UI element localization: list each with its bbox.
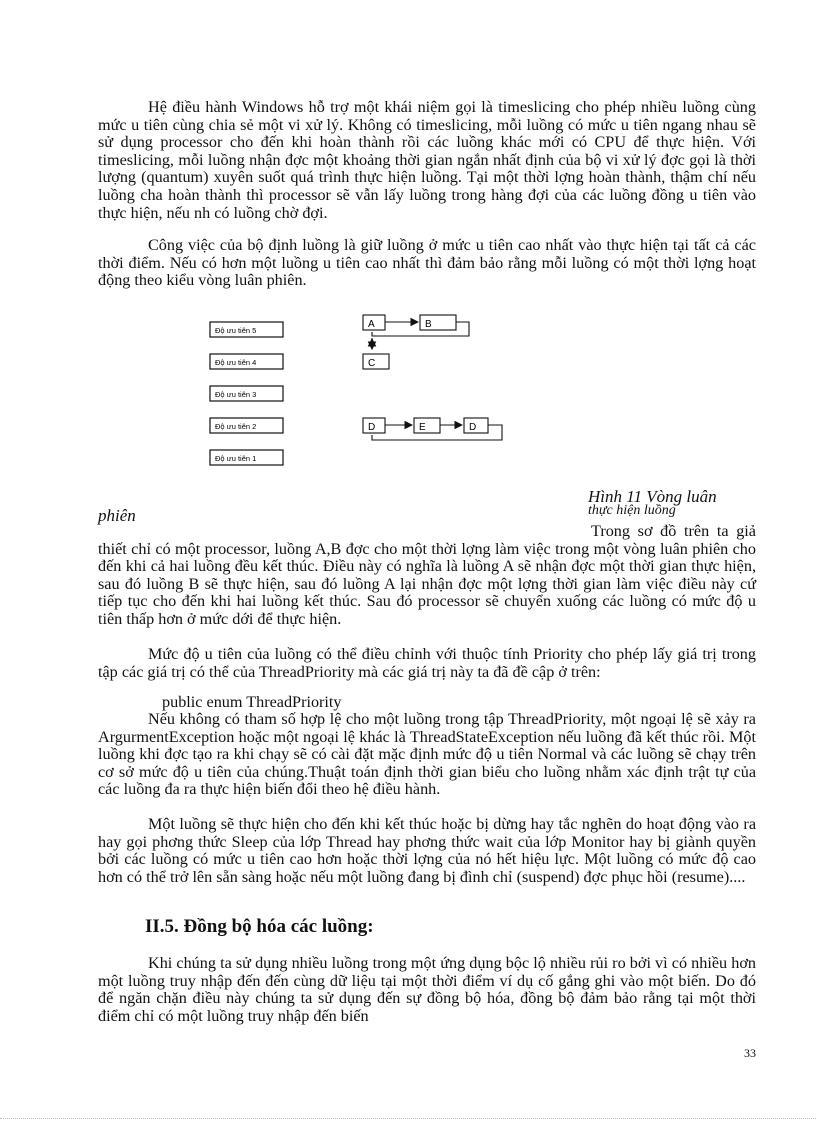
paragraph-scheduler: Công việc của bộ định luồng là giữ luồng ở mức u tiên cao nhất vào thực hiện tại tất cả các thời điểm. Nếu có hơn một luồng u tiên cao nhất thì đảm bảo rằng mỗi luồng có một thời lợng hoạt động theo kiểu vòng luân phiên. bbox=[98, 236, 756, 290]
paragraph-exceptions: Nếu không có tham số hợp lệ cho một luồng trong tập ThreadPriority, một ngoại lệ sẽ xảy ra ArgurmentException hoặc một ngoại lệ khác là ThreadStateException nếu luồng đã kết thúc rồi. Một luồng khi đợc tạo ra khi chạy sẽ có cài đặt mặc định mức độ u tiên Normal và các luồng sẽ chạy trên cơ sở mức độ u tiên của chúng.Thuật toán định thời gian biểu cho luồng nhằm xác định trật tự của các luồng đa ra thực hiện biến đổi theo hệ điều hành. bbox=[98, 710, 756, 799]
priority-level-4 bbox=[210, 354, 283, 369]
thread-node-d2-label: D bbox=[469, 422, 477, 433]
page-bottom-divider bbox=[0, 1118, 816, 1119]
priority-level-label: Độ ưu tiên 5 bbox=[215, 326, 257, 335]
paragraph-priority-property: Mức độ u tiên của luồng có thể điều chỉnh với thuộc tính Priority cho phép lấy giá trị trong tập các giá trị có thể của ThreadPriority mà các giá trị này ta đã đề cập ở trên: bbox=[98, 645, 756, 681]
priority-level-1 bbox=[210, 450, 283, 465]
priority-level-3 bbox=[210, 386, 283, 401]
priority-level-label: Độ ưu tiên 2 bbox=[215, 422, 257, 431]
thread-node-c bbox=[363, 354, 389, 369]
queue-priority-5 bbox=[363, 315, 469, 369]
thread-node-c-label: C bbox=[368, 358, 376, 369]
section-heading: II.5. Đồng bộ hóa các luồng: bbox=[145, 916, 374, 937]
figure-caption-subtitle: thực hiện luồng bbox=[588, 503, 676, 518]
code-enum-declaration: public enum ThreadPriority bbox=[162, 693, 342, 711]
thread-node-e-label: E bbox=[419, 422, 426, 433]
paragraph-thread-execution: Một luồng sẽ thực hiện cho đến khi kết thúc hoặc bị dừng hay tắc nghẽn do hoạt động vào ra hay gọi phơng thức Sleep của lớp Thread hay phơng thức wait của lớp Monitor hay bị giành quyền bởi các luồng có mức u tiên cao hơn hoặc thời lợng của nó hết hiệu lực. Một luồng có mức độ cao hơn có thể trở lên sẵn sàng hoặc nếu một luồng đang bị đình chỉ (suspend) đợc phục hồi (resume).... bbox=[98, 815, 756, 886]
figure-caption-continuation: phiên bbox=[98, 506, 136, 525]
thread-node-d1-label: D bbox=[368, 422, 376, 433]
priority-level-5 bbox=[210, 322, 283, 337]
priority-level-label: Độ ưu tiên 1 bbox=[215, 454, 257, 463]
thread-node-e bbox=[414, 418, 440, 433]
priority-level-label: Độ ưu tiên 4 bbox=[215, 358, 257, 367]
priority-level-2 bbox=[210, 418, 283, 433]
priority-level-label: Độ ưu tiên 3 bbox=[215, 390, 257, 399]
figure-caption: Hình 11 Vòng luân bbox=[588, 487, 717, 506]
paragraph-timeslicing: Hệ điều hành Windows hỗ trợ một khái niệm gọi là timeslicing cho phép nhiều luồng cùng mức u tiên cùng chia sẻ một vi xử lý. Không có timeslicing, mỗi luồng có mức u tiên ngang nhau sẽ sử dụng processor cho đến khi hoàn thành rồi các luồng khác mới có CPU để thực hiện. Với timeslicing, mỗi luồng nhận đợc một khoảng thời gian ngắn nhất định của bộ vi xử lý đợc gọi là thời lượng (quantum) xuyên suốt quá trình thực hiện luồng. Tại một thời lợng hoàn thành, thậm chí nếu luồng cha hoàn thành thì processor sẽ vẫn lấy luồng trong hàng đợi của các luồng đồng u tiên vào thực hiện, nếu nh có luồng chờ đợi. bbox=[98, 98, 756, 222]
paragraph-diagram-explanation: Trong sơ đồ trên ta giả thiết chỉ có một processor, luồng A,B đợc cho một thời lợng làm việc trong một vòng luân phiên cho đến khi cả hai luồng đều kết thúc. Điều này có nghĩa là luồng A sẽ nhận đợc một thời gian thực hiện, sau đó luồng B sẽ thực hiện, sau đó luồng A lại nhận đợc một lợng thời gian làm việc điều này cứ tiếp tục cho đến khi hai luồng kết thúc. Sau đó processor sẽ chuyển xuống các luồng có mức độ u tiên thấp hơn ở mức dới để thực hiện. bbox=[98, 522, 756, 628]
thread-node-a-label: A bbox=[368, 319, 375, 330]
page-number: 33 bbox=[744, 1046, 756, 1060]
round-robin-diagram bbox=[200, 305, 530, 475]
thread-node-b-label: B bbox=[425, 319, 432, 330]
queue-priority-2 bbox=[363, 418, 502, 440]
paragraph-synchronization: Khi chúng ta sử dụng nhiều luồng trong một ứng dụng bộc lộ nhiều rủi ro bởi vì có nhiều hơn một luồng truy nhập đến đến cùng dữ liệu tại một thời điểm ví dụ cố gắng ghi vào một biến. Do đó để ngăn chặn điều này chúng ta sử dụng đến sự đồng bộ hóa, đồng bộ đảm bảo rằng tại một thời điểm chỉ có một luồng truy nhập đến biến bbox=[98, 954, 756, 1025]
